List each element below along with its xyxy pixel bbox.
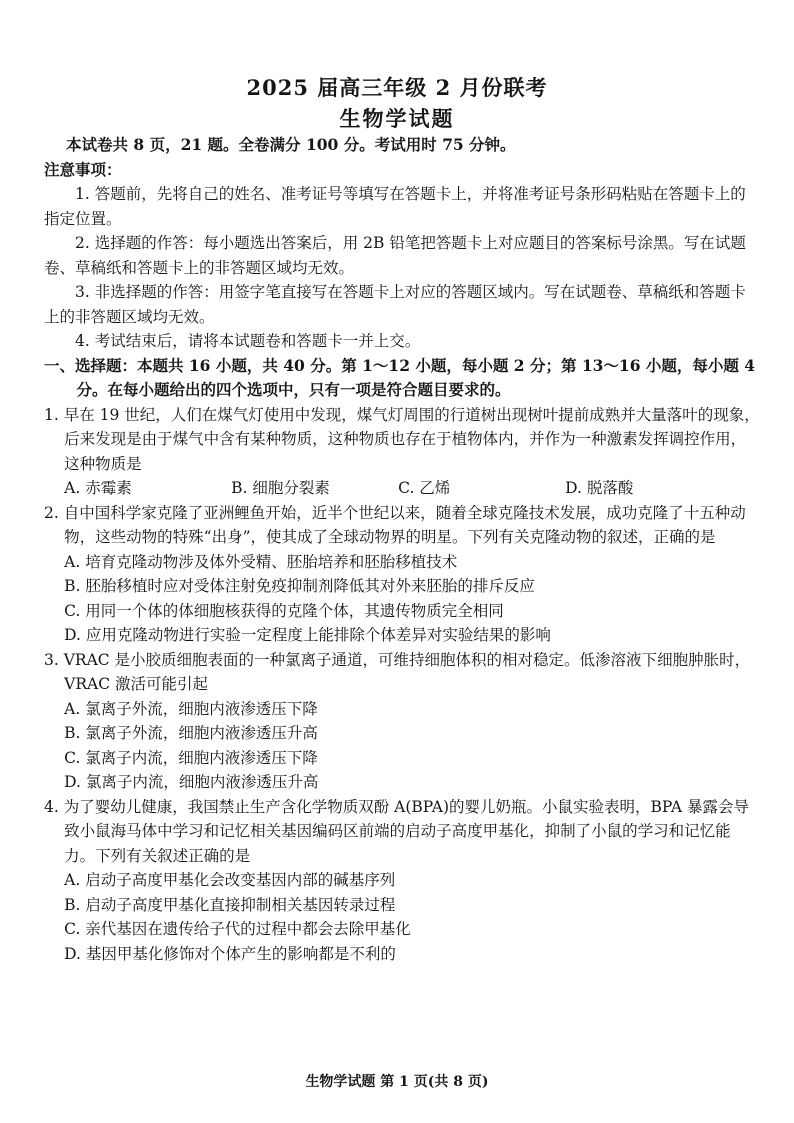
option-a: A. 赤霉素 bbox=[64, 479, 132, 497]
option-b: B. 启动子高度甲基化直接抑制相关基因转录过程 bbox=[64, 895, 396, 914]
notice-block bbox=[44, 158, 760, 354]
notice-item: 1. 答题前，先将自己的姓名、准考证号等填写在答题卡上，并将准考证号条形码粘贴在答题卡上的指定位置。 bbox=[44, 185, 746, 228]
notice-item: 4. 考试结束后，请将本试题卷和答题卡一并上交。 bbox=[75, 332, 421, 350]
option-c: C. 氯离子内流，细胞内液渗透压下降 bbox=[64, 748, 318, 767]
option-b: B. 胚胎移植时应对受体注射免疫抑制剂降低其对外来胚胎的排斥反应 bbox=[64, 577, 535, 595]
page-footer: 生物学试题 第 1 页(共 8 页) bbox=[305, 1074, 489, 1090]
question-stem: 2. 自中国科学家克隆了亚洲鲤鱼开始，近半个世纪以来，随着全球克隆技术发展，成功克隆了十五种动物，这些动物的特殊“出身”，使其成了全球动物界的明星。下列有关克隆动物的叙述，正确的是 bbox=[44, 503, 746, 546]
option-d: D. 脱落酸 bbox=[565, 479, 634, 497]
option-c: C. 亲代基因在遗传给子代的过程中都会去除甲基化 bbox=[64, 920, 411, 938]
notice-item: 2. 选择题的作答：每小题选出答案后，用 2B 铅笔把答题卡上对应题目的答案标号涂黑。写在试题卷、草稿纸和答题卡上的非答题区域均无效。 bbox=[44, 234, 746, 277]
question-2 bbox=[44, 501, 760, 648]
options-row bbox=[44, 476, 760, 501]
option-d: D. 应用克隆动物进行实验一定程度上能排除个体差异对实验结果的影响 bbox=[64, 626, 551, 644]
question-stem: 1. 早在 19 世纪，人们在煤气灯使用中发现，煤气灯周围的行道树出现树叶提前成熟并大量落叶的现象，后来发现是由于煤气中含有某种物质，这种物质也存在于植物体内，并作为一种激素发挥调控作用，这种物质是 bbox=[44, 405, 760, 473]
option-a: A. 培育克隆动物涉及体外受精、胚胎培养和胚胎移植技术 bbox=[64, 552, 458, 571]
notice-item: 3. 非选择题的作答：用签字笔直接写在答题卡上对应的答题区域内。写在试题卷、草稿纸和答题卡上的非答题区域均无效。 bbox=[44, 283, 746, 326]
question-1 bbox=[44, 403, 760, 501]
option-b: B. 细胞分裂素 bbox=[231, 479, 330, 497]
exam-subtitle: 生物学试题 bbox=[339, 106, 455, 131]
question-4 bbox=[44, 795, 760, 967]
option-c: C. 乙烯 bbox=[398, 479, 451, 497]
question-stem: 3. VRAC 是小胶质细胞表面的一种氯离子通道，可维持细胞体积的相对稳定。低渗溶液下细胞肿胀时，VRAC 激活可能引起 bbox=[44, 650, 751, 693]
exam-content bbox=[44, 133, 760, 966]
exam-title: 2025 届高三年级 2 月份联考 bbox=[246, 75, 548, 100]
section-heading: 一、选择题：本题共 16 小题，共 40 分。第 1～12 小题，每小题 2 分；第 13～16 小题，每小题 4 分。在每小题给出的四个选项中，只有一项是符合题目要求的。 bbox=[44, 355, 756, 399]
option-d: D. 氯离子内流，细胞内液渗透压升高 bbox=[64, 773, 319, 791]
option-a: A. 启动子高度甲基化会改变基因内部的碱基序列 bbox=[64, 871, 396, 889]
option-d: D. 基因甲基化修饰对个体产生的影响都是不利的 bbox=[64, 944, 396, 963]
exam-summary: 本试卷共 8 页，21 题。全卷满分 100 分。考试用时 75 分钟。 bbox=[66, 135, 516, 154]
option-b: B. 氯离子外流，细胞内液渗透压升高 bbox=[64, 724, 318, 742]
question-3 bbox=[44, 648, 760, 795]
option-a: A. 氯离子外流，细胞内液渗透压下降 bbox=[64, 699, 318, 718]
option-c: C. 用同一个体的体细胞核获得的克隆个体，其遗传物质完全相同 bbox=[64, 601, 504, 620]
question-stem: 4. 为了婴幼儿健康，我国禁止生产含化学物质双酚 A(BPA)的婴儿奶瓶。小鼠实验表明，BPA 暴露会导致小鼠海马体中学习和记忆相关基因编码区前端的启动子高度甲基化，抑制了小鼠的学习和记忆能力。下列有关叙述正确的是 bbox=[44, 797, 750, 865]
notice-heading: 注意事项： bbox=[44, 159, 122, 179]
